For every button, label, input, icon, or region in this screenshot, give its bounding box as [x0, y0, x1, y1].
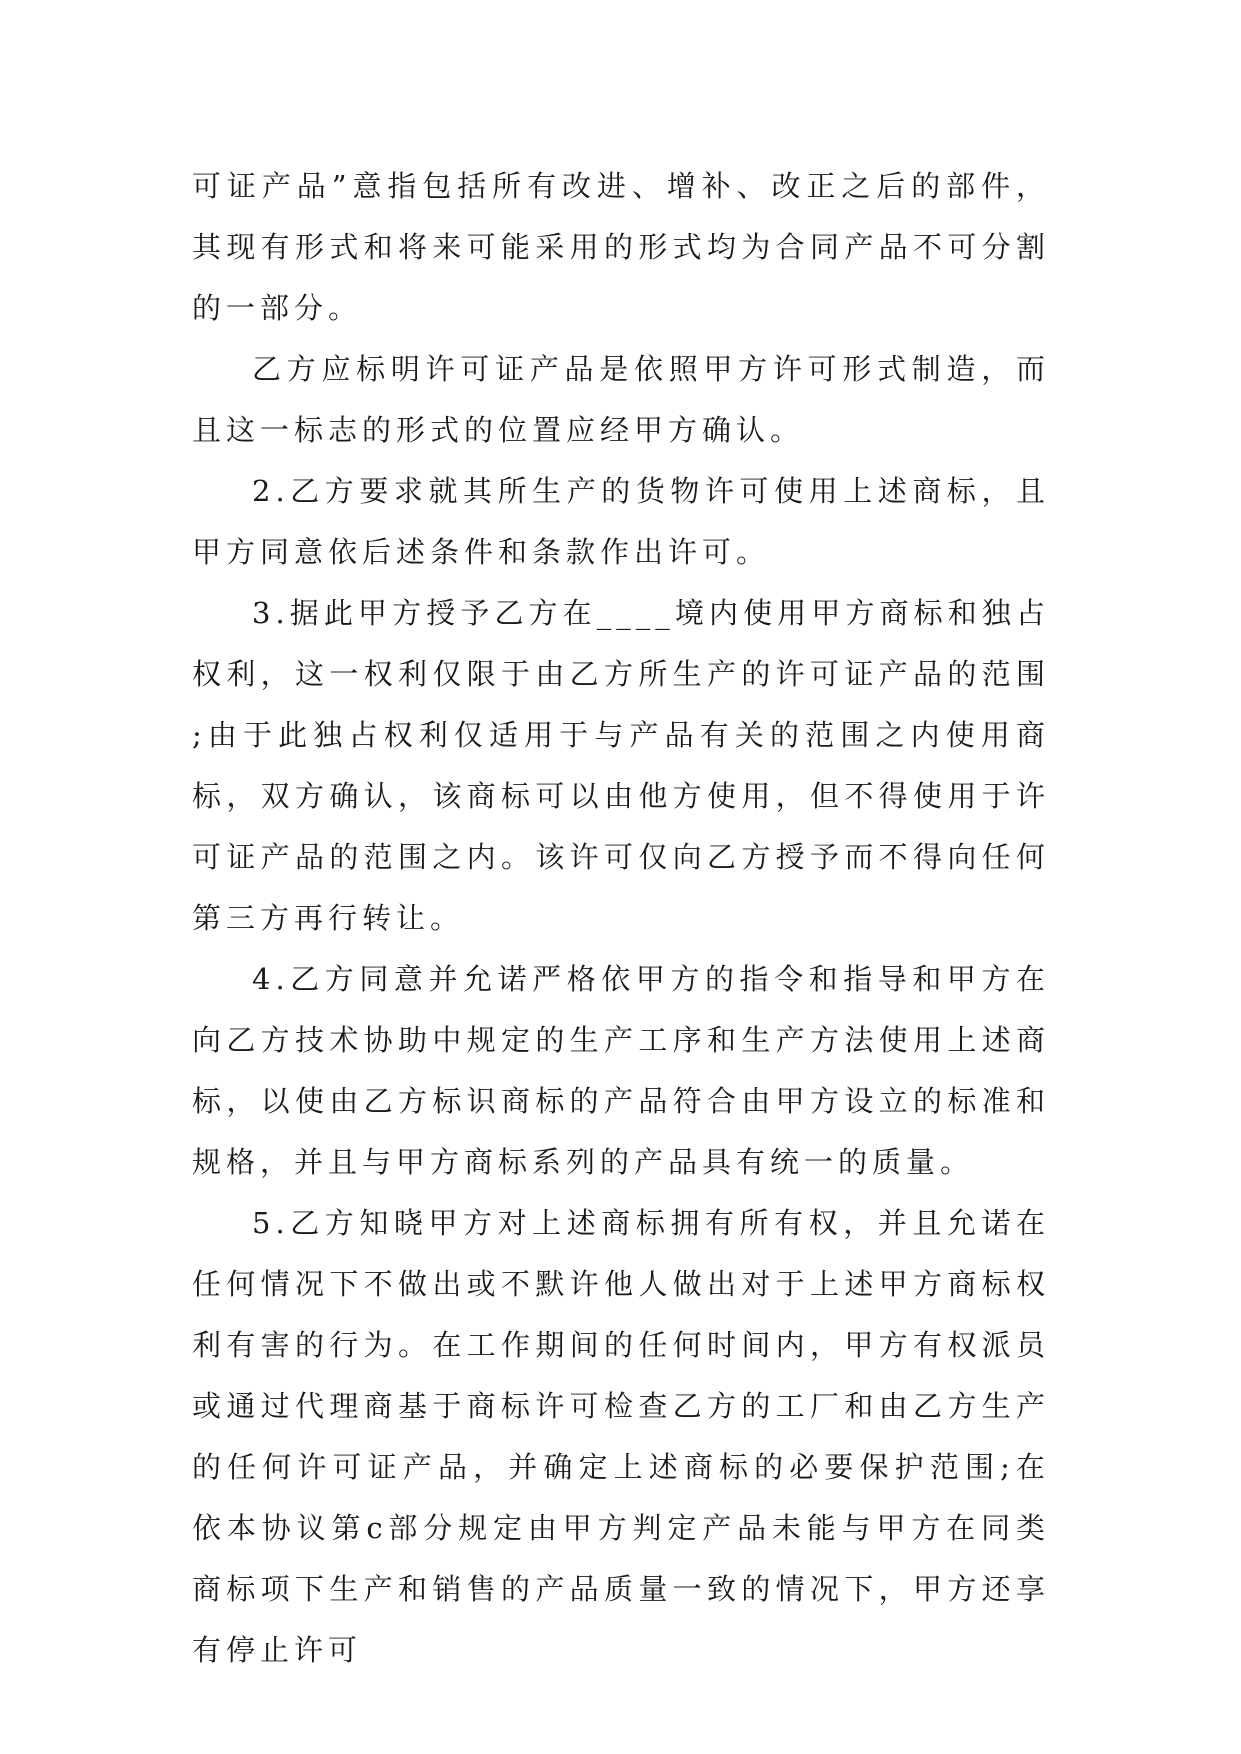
paragraph-clause-3: 3.据此甲方授予乙方在____境内使用甲方商标和独占权利，这一权利仅限于由乙方所生产的许可证产品的范围;由于此独占权利仅适用于与产品有关的范围之内使用商标，双方确认，该商标可以由他方使用，但不得使用于许可证产品的范围之内。该许可仅向乙方授予而不得向任何第三方再行转让。: [192, 596, 1050, 935]
paragraph-continuation: 可证产品”意指包括所有改进、增补、改正之后的部件，其现有形式和将来可能采用的形式均为合同产品不可分割的一部分。: [192, 169, 1050, 325]
paragraph-clause-2: 2.乙方要求就其所生产的货物许可使用上述商标，且甲方同意依后述条件和条款作出许可。: [192, 474, 1050, 569]
paragraph-clause-4: 4.乙方同意并允诺严格依甲方的指令和指导和甲方在向乙方技术协助中规定的生产工序和生产方法使用上述商标，以使由乙方标识商标的产品符合由甲方设立的标准和规格，并且与甲方商标系列的产品具有统一的质量。: [192, 962, 1050, 1179]
paragraph-clause-5: 5.乙方知晓甲方对上述商标拥有所有权，并且允诺在任何情况下不做出或不默许他人做出对于上述甲方商标权利有害的行为。在工作期间的任何时间内，甲方有权派员或通过代理商基于商标许可检查乙方的工厂和由乙方生产的任何许可证产品，并确定上述商标的必要保护范围;在依本协议第c部分规定由甲方判定产品未能与甲方在同类商标项下生产和销售的产品质量一致的情况下，甲方还享有停止许可: [192, 1206, 1050, 1667]
document-body: [192, 156, 1050, 1681]
paragraph-label-marking: 乙方应标明许可证产品是依照甲方许可形式制造，而且这一标志的形式的位置应经甲方确认。: [192, 352, 1050, 447]
